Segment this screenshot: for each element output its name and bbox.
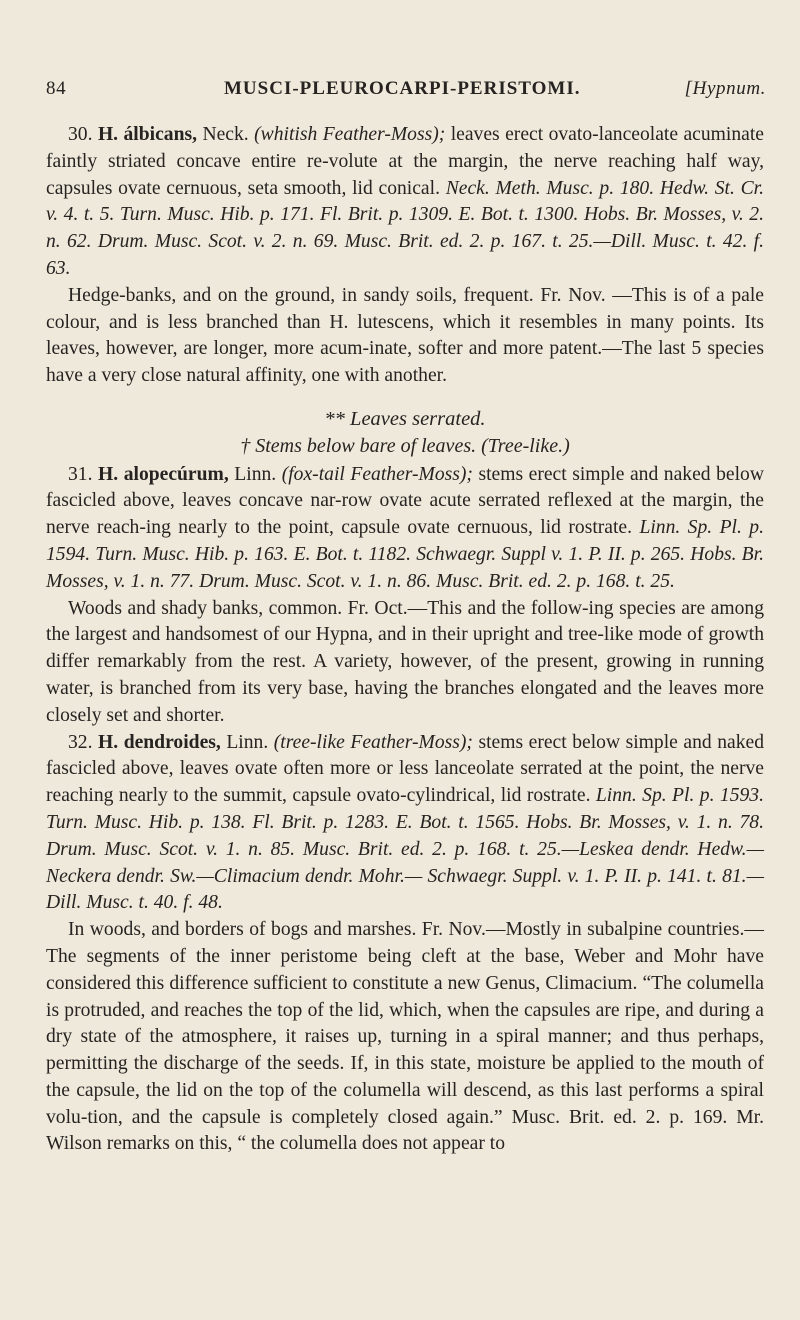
references: Neck. Meth. Musc. p. 180. Hedw. St. Cr. v. 4. t. 5. Turn. Musc. Hib. p. 171. Fl. Brit. p. 1309. E. Bot. t. 1300. Hobs. Br. Mosses, v. 2. n. 62. Drum. Musc. Scot. v. 2. n. 69. Musc. Brit. ed. 2. p. 167. t. 25.—Dill. Musc. t. 42. f. 63. — [46, 177, 764, 279]
species-name: H. álbicans, — [97, 124, 198, 145]
habitat-note: Hedge-banks, and on the ground, in sandy soils, frequent. Fr. Nov. —This is of a pale colour, and is less branched than H. lutescens, which it resembles in many points. Its leaves, however, are longer, more acum-inate, softer and more patent.—The last 5 species have a very close natural affinity, one with another. — [46, 284, 764, 387]
page-body — [46, 122, 764, 1158]
species-name: H. alopecúrum, — [98, 463, 229, 485]
species-number: 32. — [68, 731, 93, 753]
authority: Linn. — [220, 731, 274, 753]
habitat-note: Woods and shady banks, common. Fr. Oct.—This and the follow-ing species are among the largest and handsomest of our Hypna, and in their upright and tree-like mode of growth differ remarkably from the rest. A variety, however, of the present, growing in running water, is branched from its very base, having the branches elongated and the leaves more closely set and shorter. — [46, 597, 764, 726]
species-number: 31. — [68, 463, 93, 485]
common-name: (whitish Feather-Moss); — [254, 124, 446, 145]
species-entry-32 — [46, 730, 764, 918]
description: stems erect below simple and naked fascicled above, leaves ovate often more or less lanceolate serrated at the point, the nerve reaching nearly to the summit, capsule ovato-cylindrical, lid rostrate. — [46, 731, 764, 807]
references: Linn. Sp. Pl. p. 1594. Turn. Musc. Hib. p. 163. E. Bot. t. 1182. Schwaegr. Suppl v. 1. P. II. p. 265. Hobs. Br. Mosses, v. 1. n. 77. Drum. Musc. Scot. v. 1. n. 86. Musc. Brit. ed. 2. p. 168. t. 25. — [46, 517, 764, 592]
common-name: (tree-like Feather-Moss); — [273, 731, 473, 753]
common-name: (fox-tail Feather-Moss); — [281, 463, 473, 485]
species-number: 30. — [68, 124, 93, 145]
section-heading-leaves: ** Leaves serrated. — [324, 407, 486, 430]
subsection-heading-stems: † Stems below bare of leaves. (Tree-like.) — [240, 434, 570, 457]
species-entry-30 — [46, 122, 764, 283]
habitat-note: In woods, and borders of bogs and marshes. Fr. Nov.—Mostly in subalpine countries.—The segments of the inner peristome being cleft at the base, Weber and Mohr have considered this difference sufficient to constitute a new Genus, Climacium. “The columella is protruded, and reaches the top of the lid, which, when the capsules are ripe, and during a dry state of the atmosphere, it raises up, turning in a spiral manner; and thus perhaps, permitting the discharge of the seeds. If, in this state, moisture be applied to the mouth of the capsule, the lid on the top of the columella will descend, as this last performs a spiral volu-tion, and the capsule is completely closed again.” Musc. Brit. ed. 2. p. 169. Mr. Wilson remarks on this, “ the columella does not appear to — [46, 919, 764, 1155]
description: stems erect simple and naked below fascicled above, leaves concave nar-row ovate acute serrated reflexed at the margin, the nerve reach-ing nearly to the point, capsule ovate cernuous, lid rostrate. — [46, 463, 764, 539]
authority: Linn. — [228, 463, 282, 485]
authority: Neck. — [197, 124, 255, 145]
genus-heading: [Hypnum. — [684, 78, 766, 99]
references: Linn. Sp. Pl. p. 1593. Turn. Musc. Hib. p. 138. Fl. Brit. p. 1283. E. Bot. t. 1565. Hobs. Br. Mosses, v. 1. n. 78. Drum. Musc. Scot. v. 1. n. 85. Musc. Brit. ed. 2. p. 168. t. 25.—Leskea dendr. Hedw.—Neckera dendr. Sw.—Climacium dendr. Mohr.— Schwaegr. Suppl. v. 1. P. II. p. 141. t. 81.—Dill. Musc. t. 40. f. 48. — [46, 785, 764, 914]
species-name: H. dendroides, — [98, 731, 221, 753]
description: leaves erect ovato-lanceolate acuminate faintly striated concave entire re-volute at the margin, the nerve reaching half way, capsules ovate cernuous, seta smooth, lid conical. — [46, 124, 764, 199]
page-header — [46, 78, 766, 108]
species-entry-31 — [46, 462, 764, 596]
page-number: 84 — [46, 78, 67, 99]
running-head: MUSCI-PLEUROCARPI-PERISTOMI. — [224, 78, 581, 99]
